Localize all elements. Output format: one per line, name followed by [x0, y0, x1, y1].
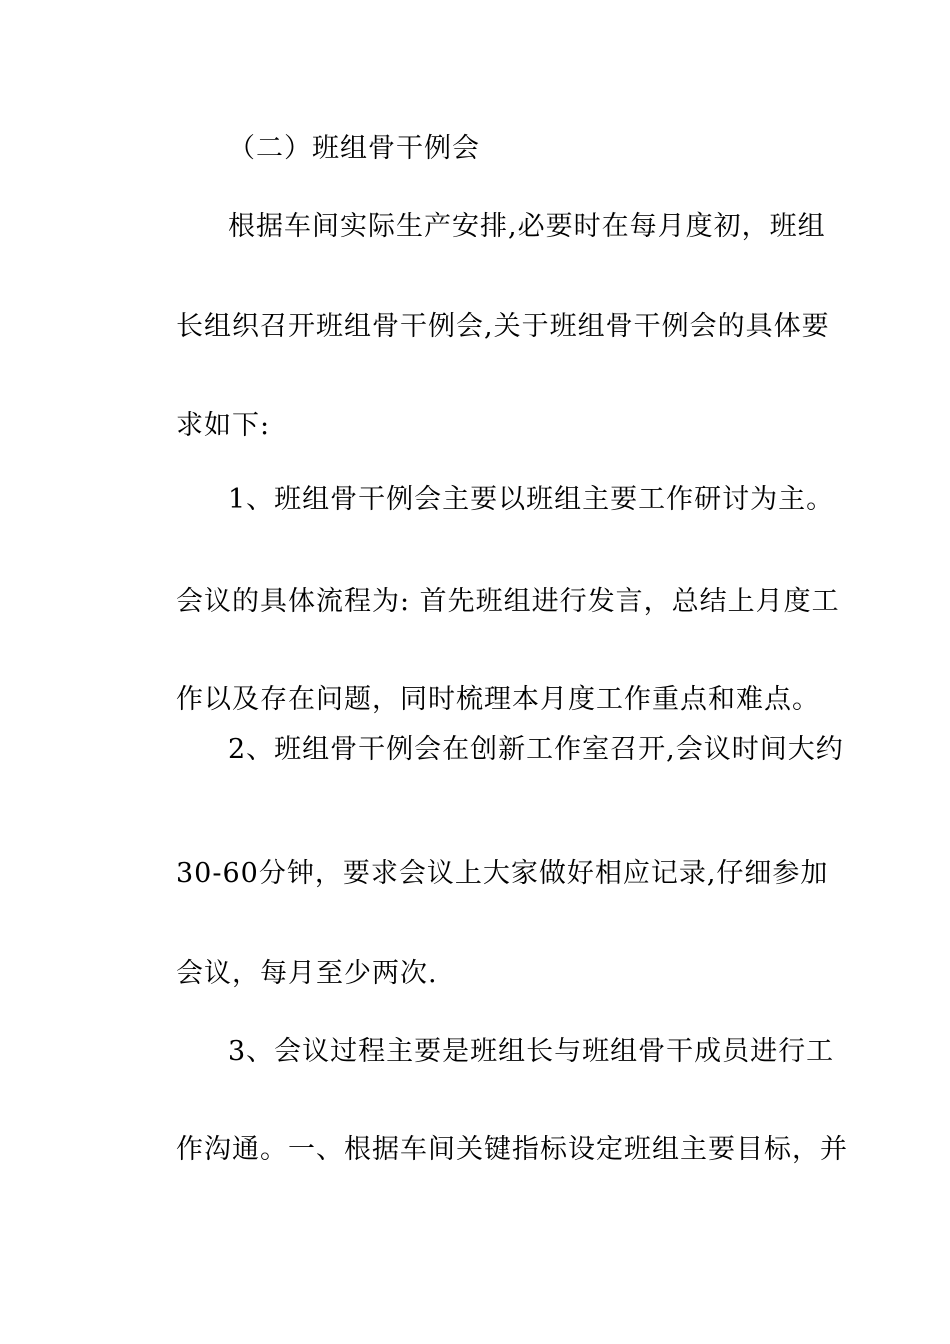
- paragraph-line: 根据车间实际生产安排,必要时在每月度初，班组: [228, 211, 826, 242]
- paragraph-line: 会议的具体流程为: 首先班组进行发言，总结上月度工: [176, 586, 840, 617]
- paragraph-line: 1、班组骨干例会主要以班组主要工作研讨为主。: [228, 484, 835, 515]
- paragraph-line: 30-60分钟，要求会议上大家做好相应记录,仔细参加: [176, 858, 829, 889]
- paragraph-line: 2、班组骨干例会在创新工作室召开,会议时间大约: [228, 734, 844, 765]
- paragraph-line: 求如下:: [176, 410, 271, 441]
- paragraph-line: 3、会议过程主要是班组长与班组骨干成员进行工: [228, 1036, 835, 1067]
- paragraph-line: 长组织召开班组骨干例会,关于班组骨干例会的具体要: [176, 311, 830, 342]
- paragraph-line: 作以及存在问题，同时梳理本月度工作重点和难点。: [176, 684, 820, 715]
- paragraph-line: 会议，每月至少两次.: [176, 958, 438, 989]
- paragraph-line: 作沟通。一、根据车间关键指标设定班组主要目标，并: [176, 1134, 848, 1165]
- section-heading: （二）班组骨干例会: [228, 133, 480, 164]
